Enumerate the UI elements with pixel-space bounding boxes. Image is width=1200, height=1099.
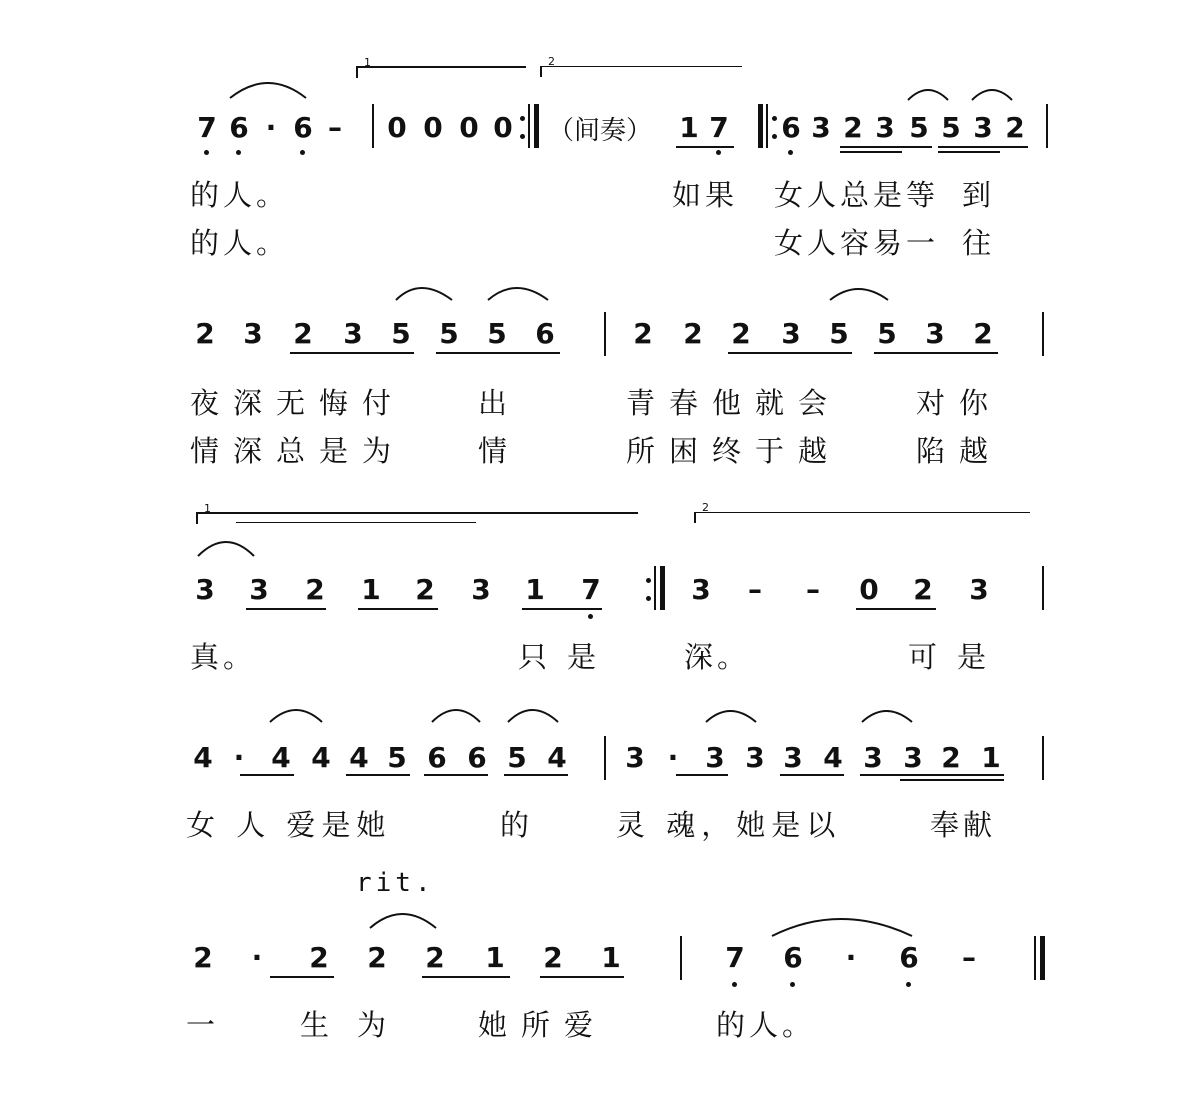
slur [432,710,480,722]
lower-octave-dot [906,982,911,987]
note: 6 [535,317,555,350]
lyric: 青春他就会 [626,386,842,420]
note: 5 [387,741,407,774]
note: 4 [547,741,567,774]
note: 3 [705,741,725,774]
volta-bracket-1: 1 [196,512,638,524]
final-bar-thick [1040,936,1045,980]
repeat-dot [646,578,651,583]
bar-line [680,936,682,980]
lyric: 她所爱 [478,1008,608,1042]
lyric: 只是 [518,640,617,674]
beam-underline [856,608,936,610]
lyric: 灵 魂，她是以 [616,808,842,842]
note-dot: · [251,941,263,974]
note: 2 [193,941,213,974]
note: 3 [781,317,801,350]
note: 3 [783,741,803,774]
note: 3 [625,741,645,774]
beam-underline [358,608,438,610]
beam-underline [290,352,414,354]
note: 4 [311,741,331,774]
beam-underline [522,608,602,610]
bar-line [1042,312,1044,356]
rest: 0 [387,111,407,144]
note: 2 [973,317,993,350]
tie-line [236,522,476,523]
lyric: 女人总是等 [774,178,940,212]
lower-octave-dot [588,614,593,619]
beam-underline [840,146,932,148]
volta-bracket-1: 1 [356,66,526,78]
lyric: 的人。 [190,178,290,212]
beam-underline [900,779,1004,781]
note: 2 [309,941,329,974]
slur [862,711,912,722]
beam-underline [346,774,410,776]
note: 7 [581,573,601,606]
note: 5 [877,317,897,350]
note-dash: – [806,573,820,606]
beam-underline [938,146,1028,148]
note: 3 [471,573,491,606]
beam-underline [676,774,728,776]
note: 6 [467,741,487,774]
beam-underline [676,146,734,148]
note-dash: – [962,941,976,974]
bar-line [528,104,530,148]
note: 2 [305,573,325,606]
lyric: 对你 [916,386,1003,420]
lyric: 情深总是为 [190,434,406,468]
note: 2 [941,741,961,774]
note: 3 [875,111,895,144]
lyric: 所困终于越 [626,434,842,468]
note: 1 [601,941,621,974]
note: 5 [909,111,929,144]
lyric: 一 [186,1008,220,1042]
note: 4 [271,741,291,774]
rest: 0 [493,111,513,144]
note: 3 [925,317,945,350]
note: 5 [439,317,459,350]
lyric: 如果 [672,178,739,212]
note-dot: · [845,941,857,974]
bar-line [766,104,768,148]
bar-line [654,566,656,610]
note: 1 [525,573,545,606]
note: 5 [391,317,411,350]
repeat-bar [758,104,763,148]
note: 2 [843,111,863,144]
lower-octave-dot [300,150,305,155]
beam-underline [874,352,998,354]
note: 6 [899,941,919,974]
beam-underline [240,774,294,776]
note-dash: – [328,111,342,144]
slur [198,542,254,556]
beam-underline [422,976,510,978]
note: 3 [863,741,883,774]
rest: 0 [459,111,479,144]
slur [370,914,436,928]
lyric: 往 [962,226,996,260]
tempo-marking: rit. [356,868,435,898]
beam-underline [436,352,560,354]
note: 5 [941,111,961,144]
lyric: 可是 [908,640,1007,674]
lyric: 奉献 [930,808,997,842]
note: 1 [679,111,699,144]
rest: 0 [423,111,443,144]
beam-underline [540,976,624,978]
note: 2 [731,317,751,350]
slur [830,289,888,300]
bar-line [604,736,606,780]
repeat-dot [520,116,525,121]
lyric: 陷越 [916,434,1003,468]
note: 2 [293,317,313,350]
beam-underline [246,608,326,610]
beam-underline [840,151,902,153]
note: 3 [745,741,765,774]
note: 6 [427,741,447,774]
note: 3 [691,573,711,606]
note: 4 [349,741,369,774]
lyric: 的 [500,808,534,842]
note: 3 [811,111,831,144]
lyric: 深。 [684,640,751,674]
lower-octave-dot [236,150,241,155]
note: 6 [783,941,803,974]
note: 7 [725,941,745,974]
note: 2 [367,941,387,974]
slur [488,288,548,300]
note: 3 [973,111,993,144]
note: 6 [293,111,313,144]
slur [230,83,306,98]
bar-line [372,104,374,148]
volta-bracket-2: 2 [540,66,742,77]
lyric: 夜深无悔付 [190,386,406,420]
note: 1 [485,941,505,974]
note: 3 [903,741,923,774]
slur [706,711,756,722]
lyric: 女人容易一 [774,226,940,260]
note: 5 [487,317,507,350]
note: 4 [823,741,843,774]
lyric: 的人。 [190,226,290,260]
note: 5 [829,317,849,350]
beam-underline [860,774,1004,776]
note: 3 [249,573,269,606]
slur [508,710,558,722]
note: 2 [633,317,653,350]
bar-line [1046,104,1048,148]
interlude-label: （间奏） [548,116,653,146]
note-dot: · [233,741,245,774]
beam-underline [728,352,852,354]
lower-octave-dot [716,150,721,155]
repeat-dot [646,596,651,601]
note: 2 [543,941,563,974]
repeat-bar [534,104,539,148]
repeat-dot [772,134,777,139]
slur [396,288,452,300]
note: 2 [913,573,933,606]
note: 5 [507,741,527,774]
note: 6 [229,111,249,144]
beam-underline [424,774,488,776]
slur [772,919,912,936]
note: 2 [425,941,445,974]
note: 4 [193,741,213,774]
rest: 0 [859,573,879,606]
repeat-dot [520,134,525,139]
note: 3 [243,317,263,350]
slur [270,710,322,722]
slur [972,90,1012,100]
lower-octave-dot [732,982,737,987]
beam-underline [504,774,568,776]
note: 2 [683,317,703,350]
lyric: 女 人 爱是她 [186,808,392,842]
note-dot: · [265,111,277,144]
note: 3 [343,317,363,350]
note: 7 [709,111,729,144]
note-dot: · [667,741,679,774]
repeat-bar [660,566,665,610]
volta-bracket-2: 2 [694,512,1030,523]
note: 2 [415,573,435,606]
note: 1 [981,741,1001,774]
note: 2 [1005,111,1025,144]
beam-underline [780,774,844,776]
note-dash: – [748,573,762,606]
bar-line [1042,736,1044,780]
lyric: 生为 [300,1008,415,1042]
lyric: 到 [962,178,996,212]
lyric: 的人。 [716,1008,816,1042]
note: 1 [361,573,381,606]
lower-octave-dot [790,982,795,987]
lyric: 出 [478,386,512,420]
lower-octave-dot [204,150,209,155]
note: 3 [969,573,989,606]
bar-line [1042,566,1044,610]
final-bar-thin [1034,936,1036,980]
bar-line [604,312,606,356]
slur [908,90,948,100]
note: 2 [195,317,215,350]
lower-octave-dot [788,150,793,155]
repeat-dot [772,116,777,121]
note: 3 [195,573,215,606]
beam-underline [270,976,334,978]
lyric: 情 [478,434,512,468]
note: 7 [197,111,217,144]
lyric: 真。 [190,640,257,674]
beam-underline [938,151,1000,153]
note: 6 [781,111,801,144]
